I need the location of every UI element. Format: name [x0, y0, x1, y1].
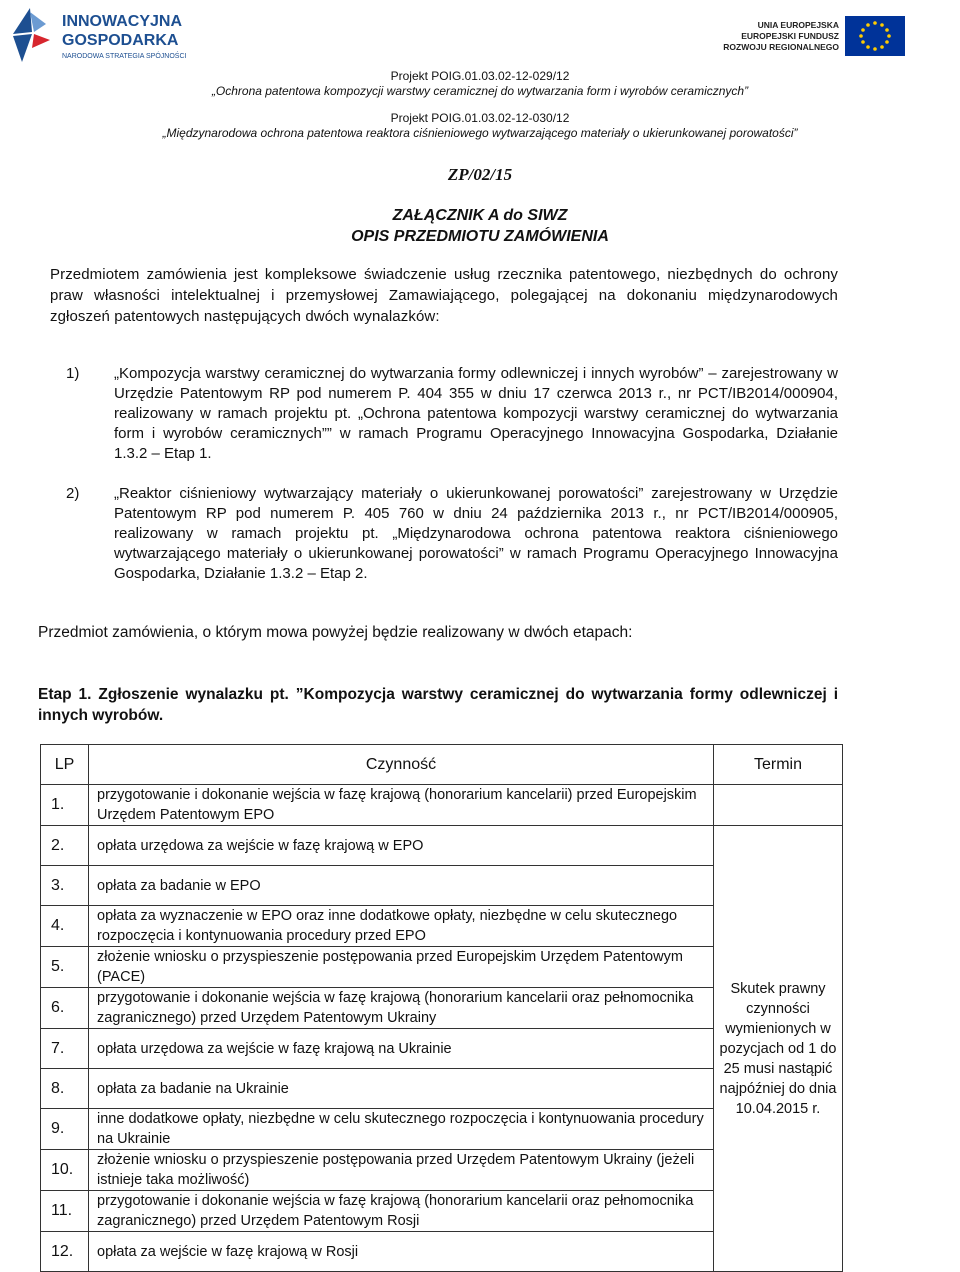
row-activity: opłata za badanie na Ukrainie	[89, 1069, 714, 1109]
project2-title: „Międzynarodowa ochrona patentowa reaktora ciśnieniowego wytwarzającego materiały o ukierunkowanej porowatości”	[162, 126, 798, 140]
list-item-text: „Kompozycja warstwy ceramicznej do wytwarzania formy odlewniczej i innych wyrobów” – zarejestrowany w Urzędzie Patentowym RP pod numerem P. 404 355 w dniu 17 czerwca 2013 r., nr PCT/IB2014/000904, realizowany w ramach projektu pt. „Ochrona patentowa kompozycji warstwy ceramicznej do wytwarzania form i wyrobów ceramicznych”” w ramach Programu Operacyjnego Innowacyjna Gospodarka, Działanie 1.3.2 – Etap 1.	[114, 365, 838, 462]
subject-title: OPIS PRZEDMIOTU ZAMÓWIENIA	[351, 228, 609, 245]
page-header	[0, 0, 960, 140]
row-lp: 8.	[41, 1069, 89, 1109]
table-header-row	[41, 745, 843, 785]
term-cell: Skutek prawny czynności wymienionych w pozycjach od 1 do 25 musi nastąpić najpóźniej do dnia 10.04.2015 r.	[714, 826, 843, 1272]
column-header-activity: Czynność	[89, 745, 714, 785]
row-lp: 10.	[41, 1150, 89, 1191]
row-activity: inne dodatkowe opłaty, niezbędne w celu skutecznego rozpoczęcia i kontynuowania procedury na Ukrainie	[89, 1109, 714, 1150]
logo-left-line1: INNOWACYJNA	[62, 13, 183, 30]
stages-note: Przedmiot zamówienia, o którym mowa powyżej będzie realizowany w dwóch etapach:	[38, 624, 633, 641]
intro-paragraph: Przedmiotem zamówienia jest kompleksowe świadczenie usług rzecznika patentowego, niezbędnych do ochrony praw własności intelektualnej i przemysłowej Zamawiającego, polegającej na dokonaniu międzynarodowych zgłoszeń patentowych następujących dwóch wynalazków:	[50, 266, 838, 325]
list-item	[66, 484, 838, 584]
document-code: ZP/02/15	[447, 165, 513, 184]
project1-code: Projekt POIG.01.03.02-12-029/12	[390, 69, 570, 83]
row-lp: 2.	[41, 826, 89, 866]
row-activity: opłata urzędowa za wejście w fazę krajową w EPO	[89, 826, 714, 866]
row-lp: 6.	[41, 988, 89, 1029]
row-activity: opłata urzędowa za wejście w fazę krajową na Ukrainie	[89, 1029, 714, 1069]
table-row	[41, 785, 843, 826]
row-activity: przygotowanie i dokonanie wejścia w fazę krajową (honorarium kancelarii oraz pełnomocnika zagranicznego) przed Urzędem Patentowym Rosji	[89, 1191, 714, 1232]
logo-right-line1: UNIA EUROPEJSKA	[757, 20, 839, 30]
row-lp: 11.	[41, 1191, 89, 1232]
row-activity: przygotowanie i dokonanie wejścia w fazę krajową (honorarium kancelarii oraz pełnomocnika zagranicznego) przed Urzędem Patentowym Ukrainy	[89, 988, 714, 1029]
row-activity: opłata za badanie w EPO	[89, 866, 714, 906]
list-item-text: „Reaktor ciśnieniowy wytwarzający materiały o ukierunkowanej porowatości” zarejestrowany w Urzędzie Patentowym RP pod numerem P. 405 760 w dniu 24 października 2013 r., nr PCT/IB2014/000905, realizowany w ramach projektu pt. „Międzynarodowa ochrona patentowa reaktora ciśnieniowego wytwarzającego materiały o ukierunkowanej porowatości” w ramach Programu Operacyjnego Innowacyjna Gospodarka, Działanie 1.3.2 – Etap 2.	[114, 485, 838, 582]
list-item	[66, 364, 838, 464]
logo-left-line3: NARODOWA STRATEGIA SPÓJNOŚCI	[62, 53, 187, 60]
list-item-number: 2)	[66, 485, 80, 502]
term-cell-top	[714, 785, 843, 826]
row-lp: 1.	[41, 785, 89, 826]
list-item-number: 1)	[66, 365, 80, 382]
row-activity: złożenie wniosku o przyspieszenie postępowania przed Europejskim Urzędem Patentowym (PACE)	[89, 947, 714, 988]
document-heading	[0, 205, 960, 247]
row-lp: 5.	[41, 947, 89, 988]
table-row	[41, 826, 843, 866]
logo-right-line2: EUROPEJSKI FUNDUSZ	[741, 31, 839, 41]
attachment-title: ZAŁĄCZNIK A do SIWZ	[392, 207, 568, 224]
row-lp: 9.	[41, 1109, 89, 1150]
row-activity: przygotowanie i dokonanie wejścia w fazę krajową (honorarium kancelarii) przed Europejskim Urzędem Patentowym EPO	[89, 785, 714, 826]
column-header-lp: LP	[41, 745, 89, 785]
row-lp: 4.	[41, 906, 89, 947]
activities-table	[40, 744, 843, 1272]
row-activity: opłata za wejście w fazę krajową w Rosji	[89, 1232, 714, 1272]
row-activity: złożenie wniosku o przyspieszenie postępowania przed Urzędem Patentowym Ukrainy (jeżeli istnieje taka możliwość)	[89, 1150, 714, 1191]
eu-logo	[723, 14, 906, 60]
row-lp: 3.	[41, 866, 89, 906]
stage1-heading: Etap 1. Zgłoszenie wynalazku pt. ”Kompozycja warstwy ceramicznej do wytwarzania formy odlewniczej i innych wyrobów.	[38, 686, 838, 724]
logo-right-line3: ROZWOJU REGIONALNEGO	[723, 42, 839, 52]
project1-title: „Ochrona patentowa kompozycji warstwy ceramicznej do wytwarzania form i wyrobów ceramicznych”	[211, 84, 749, 98]
project2-code: Projekt POIG.01.03.02-12-030/12	[390, 111, 570, 125]
row-activity: opłata za wyznaczenie w EPO oraz inne dodatkowe opłaty, niezbędne w celu skutecznego rozpoczęcia i kontynuowania procedury przed EPO	[89, 906, 714, 947]
inventions-list	[66, 364, 838, 584]
innowacyjna-gospodarka-logo	[10, 4, 200, 66]
column-header-term: Termin	[714, 745, 843, 785]
row-lp: 7.	[41, 1029, 89, 1069]
logo-left-line2: GOSPODARKA	[62, 32, 179, 49]
row-lp: 12.	[41, 1232, 89, 1272]
